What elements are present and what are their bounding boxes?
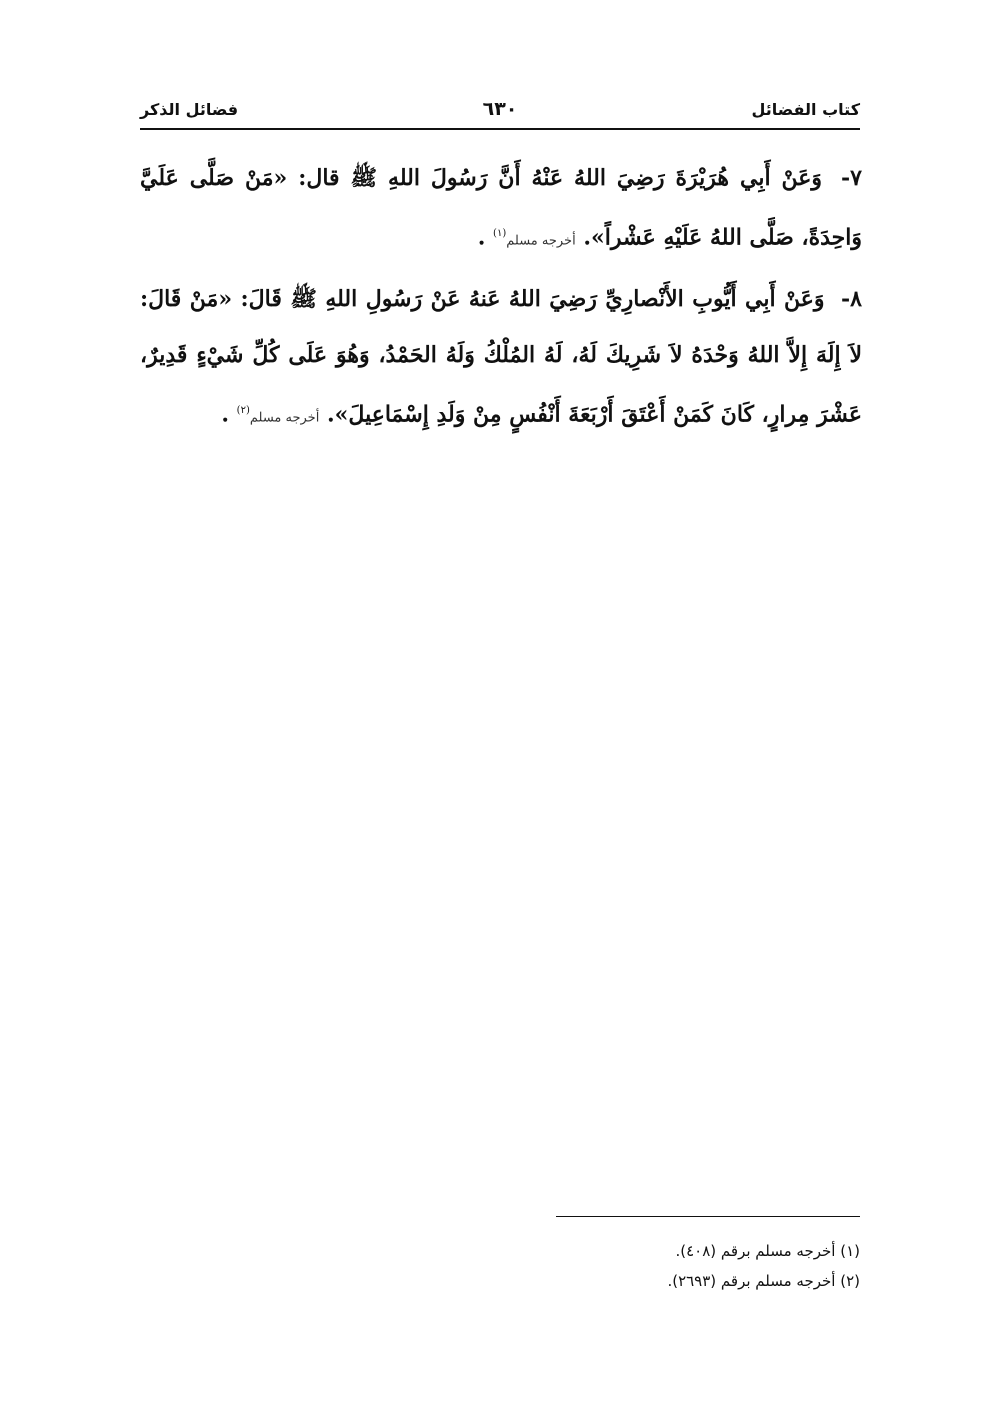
main-text [140, 150, 862, 447]
sentence-end: . [221, 401, 229, 428]
chapter-title: فضائل الذكر [140, 100, 239, 119]
footnote-reference[interactable]: (١) [493, 228, 507, 239]
footnote-2: (٢) أخرجه مسلم برقم (٢٦٩٣). [667, 1272, 860, 1290]
hadith-source: أخرجه مسلم [249, 410, 320, 426]
page-number: ٦٣٠ [482, 98, 518, 120]
header-divider [140, 128, 860, 130]
book-title: كتاب الفضائل [751, 100, 860, 119]
sentence-end: . [477, 224, 486, 251]
hadith-source: أخرجه مسلم [506, 233, 576, 249]
hadith-number: ٧- [841, 165, 862, 191]
hadith-7 [140, 150, 862, 269]
footnote-divider [556, 1216, 860, 1217]
hadith-number: ٨- [841, 286, 862, 313]
hadith-text: وَعَنْ أَبِي هُرَيْرَةَ رَضِيَ اللهُ عَنْهُ أَنَّ رَسُولَ اللهِ ﷺ قال: «مَنْ صَلَّى عَلَيَّ وَاحِدَةً، صَلَّى اللهُ عَلَيْهِ عَشْراً». [140, 165, 862, 251]
footnotes [667, 1236, 860, 1296]
footnote-1: (١) أخرجه مسلم برقم (٤٠٨). [675, 1242, 860, 1260]
running-header [140, 100, 860, 130]
hadith-text: وَعَنْ أَبِي أَيُّوبِ الأَنْصارِيِّ رَضِيَ اللهُ عَنهُ عَنْ رَسُولِ اللهِ ﷺ قَالَ: «مَنْ قَالَ: لاَ إِلَهَ إِلاَّ اللهُ وَحْدَهُ لاَ شَرِيكَ لَهُ، لَهُ المُلْكُ وَلَهُ الحَمْدُ، وَهُوَ عَلَى كُلِّ شَيْءٍ قَدِيرٌ، عَشْرَ مِرارٍ، كَانَ كَمَنْ أَعْتَقَ أَرْبَعَةَ أَنْفُسٍ مِنْ وَلَدِ إِسْمَاعِيلَ». [140, 286, 862, 428]
footnote-reference[interactable]: (٢) [236, 405, 250, 417]
hadith-8 [140, 271, 862, 446]
